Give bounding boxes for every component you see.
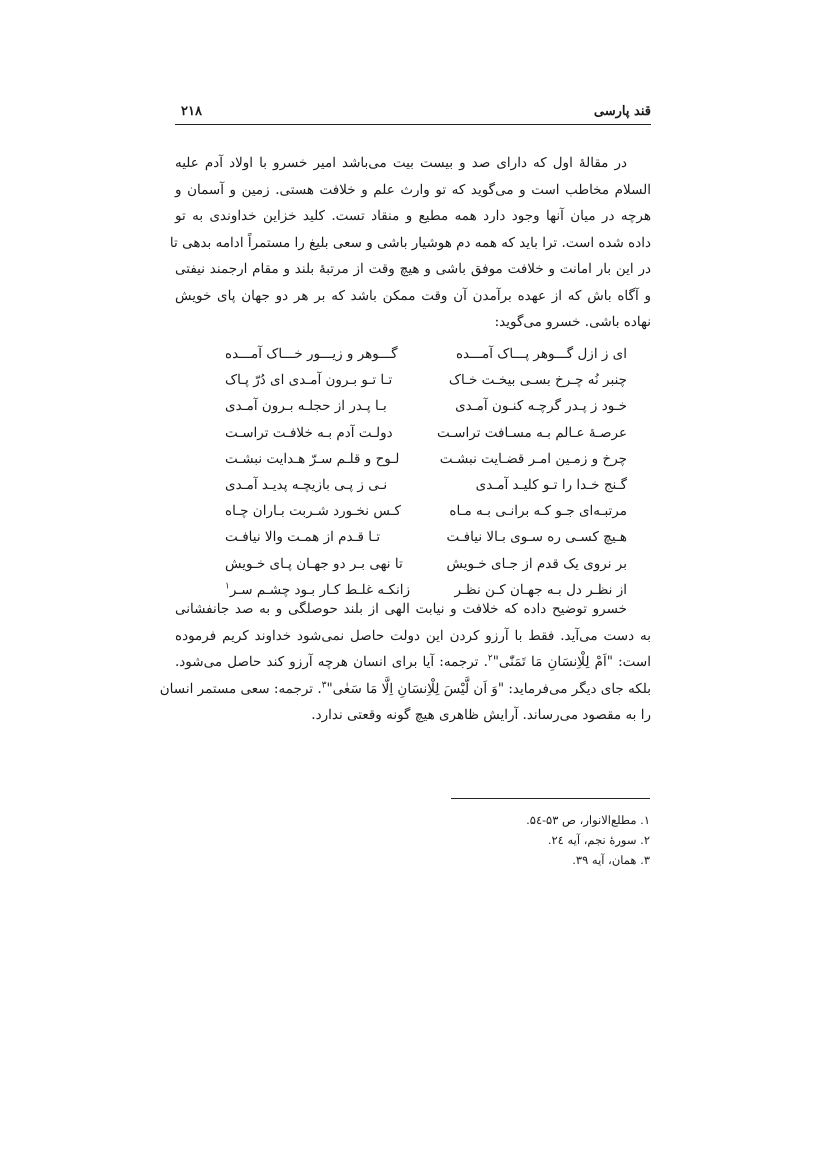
text-line: در مقالۀ اول که دارای صد و بیست بیت می‌باشد امیر خسرو با اولاد آدم علیه [175, 155, 627, 171]
footnotes [350, 810, 650, 870]
hemistich-first: بر نروی یک قدم از جـای خـویش [446, 555, 627, 572]
couplet [225, 341, 651, 367]
text-line: و آگاه باش که از عهده برآمدن آن وقت ممکن باشد که بر هر دو جهان پای خویش [175, 287, 651, 304]
hemistich-text: زانکـه غلـط کـار بـود چشـم سـر [229, 581, 411, 598]
couplet [225, 420, 651, 446]
translation-text: . ترجمه: آیا برای انسان هرچه آرزو کند حاصل می‌شود. [175, 654, 488, 670]
hemistich-second: تـا تـو بـرون آمـدی ای دُرّ پـاک [225, 372, 393, 389]
page-number: ۲۱۸ [181, 104, 202, 119]
hemistich-first: عرصـۀ عـالم بـه مسـافت تراسـت [436, 424, 627, 441]
text-line: خسرو توضیح داده که خلافت و نیابت الهی از بلند حوصلگی و به صد جانفشانی [175, 601, 627, 617]
hemistich-second: تـا قـدم از همـت والا نیافـت [225, 529, 381, 546]
hemistich-first: از نظـر دل بـه جهـان کـن نظـر [454, 581, 627, 598]
couplet [225, 524, 651, 550]
hemistich-second: نـی ز پـی بازیچـه پدیـد آمـدی [225, 476, 388, 493]
text-line [159, 676, 651, 703]
footnote-item: ۲. سورۀ نجم، آیه ٢٤. [547, 833, 650, 847]
book-title: قند پارسی [593, 104, 651, 119]
hemistich-first: هـیچ کسـی ره سـوی بـالا نیافـت [446, 529, 627, 546]
quran-quote: بلکه جای دیگر می‌فرماید: "وَ اَن لَّیْسَ لِلْاِنسَانِ اِلَّا مَا سَعٰی" [326, 680, 651, 697]
couplet [225, 472, 651, 498]
paragraph-intro [169, 150, 651, 336]
hemistich-second: بـا پـدر از حجلـه بـرون آمـدی [225, 398, 387, 415]
couplet [225, 367, 651, 393]
hemistich-second: لـوح و قلـم سـرّ هـدایت نبشـت [225, 450, 400, 467]
hemistich-first: گـنج خـدا را تـو کلیـد آمـدی [475, 476, 627, 493]
text-line: را به مقصود می‌رساند. آرایش ظاهری هیچ گونه وقعتی ندارد. [311, 707, 651, 723]
footnote-marker[interactable]: ۳ [321, 680, 327, 690]
footnote-marker[interactable]: ۱ [225, 581, 230, 592]
text-line: داده شده است. ترا باید که همه دم هوشیار باشی و سعی بلیغ را مستمراً ادامه بدهی تا [169, 234, 651, 251]
text-line: به دست می‌آید. فقط با آرزو کردن این دولت حاصل نمی‌شود خداوند کریم فرموده [175, 627, 651, 644]
poem-block [225, 341, 651, 603]
hemistich-first: چنبر نُه چـرخ بسـی بیخـت خـاک [448, 372, 627, 389]
paragraph-commentary [159, 596, 651, 729]
hemistich-first: ای ز ازل گـــوهر پـــاک آمـــده [455, 346, 627, 362]
hemistich-second: کـس نخـورد شـربت بـاران چـاه [225, 503, 401, 520]
footnote-item: ۱. مطلع‌الانوار، ص ۵۳-۵٤. [526, 813, 650, 827]
running-header [175, 104, 651, 125]
footnote-item: ۳. همان، آیه ۳۹. [572, 853, 650, 867]
couplet [225, 393, 651, 419]
hemistich-second: تا نهی بـر دو جهـان پـای خـویش [225, 555, 403, 572]
hemistich-second: گـــوهر و زیـــور خـــاک آمـــده [225, 346, 398, 362]
translation-text: . ترجمه: سعی مستمر انسان [159, 680, 322, 697]
footnote-marker[interactable]: ۲ [487, 653, 493, 664]
quran-quote: است: "اَمْ لِلْاِنسَانِ مَا تَمَنّٰی" [492, 654, 651, 670]
couplet [225, 551, 651, 577]
hemistich-first: خـود ز پـدر گرچـه کنـون آمـدی [455, 398, 627, 415]
hemistich-first: چرخ و زمـین امـر قضـایت نبشـت [439, 450, 627, 467]
text-line: در این بار امانت و خلافت موفق باشی و هیچ وقت از مرتبۀ بلند و مقام ارجمند نیفتی [175, 261, 651, 277]
couplet [225, 498, 651, 524]
couplet [225, 446, 651, 472]
text-line: السلام مخاطب است و می‌گوید که تو وارث علم و خلافت هستی. زمین و آسمان و [175, 181, 651, 198]
text-line: نهاده باشی. خسرو می‌گوید: [494, 314, 651, 330]
text-line [175, 649, 651, 676]
hemistich-first: مرتبـه‌ای جـو کـه برانـی بـه مـاه [449, 503, 627, 520]
footnote-divider [451, 798, 650, 799]
hemistich-second: دولـت آدم بـه خلافـت تراسـت [225, 424, 393, 441]
text-line: هرچه در میان آنها وجود دارد همه مطیع و منقاد تست. کلید خزاین خداوندی به تو [175, 208, 651, 224]
